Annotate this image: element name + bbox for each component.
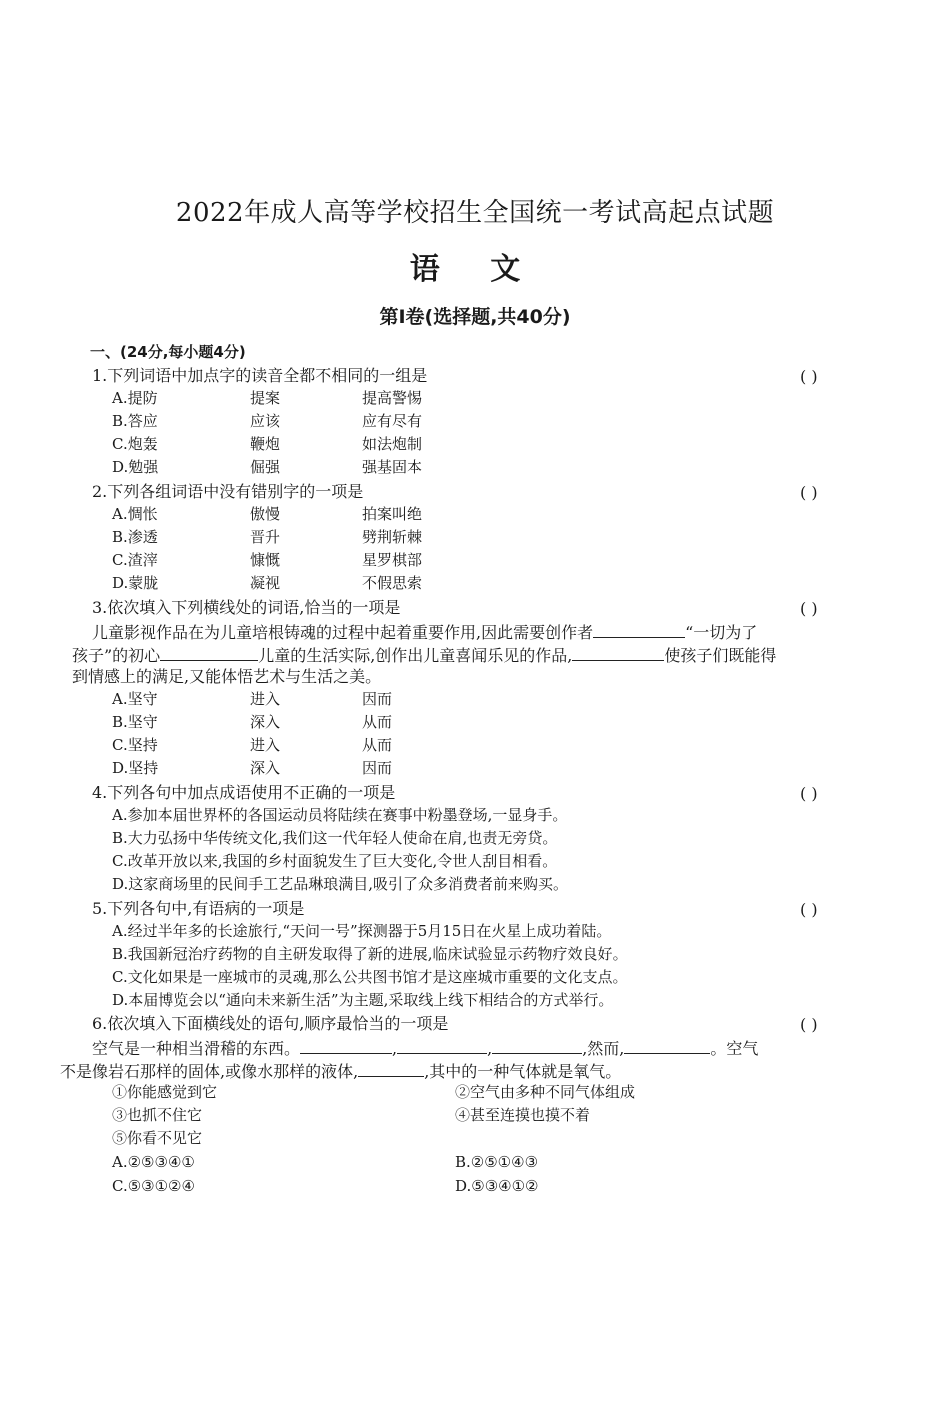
option-d-2: 倔强 bbox=[250, 458, 281, 476]
passage-line-1 bbox=[92, 623, 757, 641]
passage-text: “一切为了 bbox=[685, 623, 758, 642]
option-a-2: 提案 bbox=[250, 389, 281, 407]
fill-blank-2 bbox=[397, 1039, 487, 1054]
option-a-3: 拍案叫绝 bbox=[362, 505, 423, 523]
answer-bracket: ( ) bbox=[800, 367, 818, 386]
section-heading: 一、(24分,每小题4分) bbox=[90, 343, 246, 361]
option-c: C.⑤③①②④ bbox=[112, 1177, 195, 1195]
option-c: C.文化如果是一座城市的灵魂,那么公共图书馆才是这座城市重要的文化支点。 bbox=[112, 968, 628, 986]
option-b-2: 深入 bbox=[250, 713, 281, 731]
fill-blank-5 bbox=[358, 1062, 424, 1077]
option-b: B.大力弘扬中华传统文化,我们这一代年轻人使命在肩,也责无旁贷。 bbox=[112, 829, 558, 847]
passage-text: 不是像岩石那样的固体,或像水那样的液体, bbox=[60, 1062, 359, 1081]
option-b-2: 应该 bbox=[250, 412, 281, 430]
option-b-1: B.坚守 bbox=[112, 713, 158, 731]
question-stem: 4.下列各句中加点成语使用不正确的一项是 bbox=[92, 783, 396, 802]
passage-text: ,然而, bbox=[582, 1039, 625, 1058]
option-d-3: 强基固本 bbox=[362, 458, 423, 476]
answer-bracket: ( ) bbox=[800, 1015, 818, 1034]
sentence-item-4: ④甚至连摸也摸不着 bbox=[455, 1106, 591, 1124]
fill-blank-1 bbox=[300, 1039, 392, 1054]
passage-text: 儿童的生活实际,创作出儿童喜闻乐见的作品, bbox=[258, 646, 573, 665]
option-c-1: C.炮轰 bbox=[112, 435, 158, 453]
option-b-3: 从而 bbox=[362, 713, 393, 731]
option-c-1: C.坚持 bbox=[112, 736, 158, 754]
passage-text: 使孩子们既能得 bbox=[664, 646, 777, 665]
option-c-1: C.渣滓 bbox=[112, 551, 158, 569]
question-stem: 5.下列各句中,有语病的一项是 bbox=[92, 899, 305, 918]
question-stem: 3.依次填入下列横线处的词语,恰当的一项是 bbox=[92, 598, 401, 617]
option-d-1: D.勉强 bbox=[112, 458, 159, 476]
sentence-item-3: ③也抓不住它 bbox=[112, 1106, 203, 1124]
option-d-2: 凝视 bbox=[250, 574, 281, 592]
option-a-1: A.坚守 bbox=[112, 690, 158, 708]
fill-blank-2 bbox=[160, 646, 258, 661]
option-d: D.这家商场里的民间手工艺品琳琅满目,吸引了众多消费者前来购买。 bbox=[112, 875, 569, 893]
option-b-2: 晋升 bbox=[250, 528, 281, 546]
passage-line-1 bbox=[92, 1039, 758, 1057]
question-stem: 1.下列词语中加点字的读音全都不相同的一组是 bbox=[92, 366, 428, 385]
answer-bracket: ( ) bbox=[800, 599, 818, 618]
option-d-2: 深入 bbox=[250, 759, 281, 777]
passage-line-3: 到情感上的满足,又能体悟艺术与生活之美。 bbox=[72, 667, 382, 686]
option-d-3: 因而 bbox=[362, 759, 393, 777]
option-c-2: 慷慨 bbox=[250, 551, 281, 569]
fill-blank-3 bbox=[492, 1039, 582, 1054]
sentence-item-1: ①你能感觉到它 bbox=[112, 1083, 218, 1101]
option-d-3: 不假思索 bbox=[362, 574, 423, 592]
option-b: B.②⑤①④③ bbox=[455, 1153, 539, 1171]
question-stem: 2.下列各组词语中没有错别字的一项是 bbox=[92, 482, 364, 501]
option-c-3: 从而 bbox=[362, 736, 393, 754]
passage-text: 空气是一种相当滑稽的东西。 bbox=[92, 1039, 301, 1058]
subject-title: 语 文 bbox=[409, 252, 541, 287]
question-stem: 6.依次填入下面横线处的语句,顺序最恰当的一项是 bbox=[92, 1014, 449, 1033]
option-a-2: 进入 bbox=[250, 690, 281, 708]
option-b-1: B.答应 bbox=[112, 412, 158, 430]
passage-text: 。空气 bbox=[710, 1039, 759, 1058]
passage-line-2 bbox=[60, 1062, 621, 1080]
option-a: A.②⑤③④① bbox=[112, 1153, 195, 1171]
option-d-1: D.坚持 bbox=[112, 759, 159, 777]
option-d-1: D.蒙胧 bbox=[112, 574, 159, 592]
answer-bracket: ( ) bbox=[800, 784, 818, 803]
option-d: D.本届博览会以“通向未来新生活”为主题,采取线上线下相结合的方式举行。 bbox=[112, 991, 614, 1009]
option-a-3: 提高警惕 bbox=[362, 389, 423, 407]
fill-blank-4 bbox=[624, 1039, 710, 1054]
fill-blank-3 bbox=[572, 646, 664, 661]
passage-line-2 bbox=[72, 646, 776, 664]
option-b-3: 劈荆斩棘 bbox=[362, 528, 423, 546]
option-c-3: 如法炮制 bbox=[362, 435, 423, 453]
option-c-2: 鞭炮 bbox=[250, 435, 281, 453]
option-b-1: B.渗透 bbox=[112, 528, 158, 546]
option-a-1: A.惆怅 bbox=[112, 505, 158, 523]
option-a-3: 因而 bbox=[362, 690, 393, 708]
sentence-item-2: ②空气由多种不同气体组成 bbox=[455, 1083, 636, 1101]
passage-text: 儿童影视作品在为儿童培根铸魂的过程中起着重要作用,因此需要创作者 bbox=[92, 623, 594, 642]
option-a: A.经过半年多的长途旅行,“天问一号”探测器于5月15日在火星上成功着陆。 bbox=[112, 922, 612, 940]
option-a-1: A.提防 bbox=[112, 389, 158, 407]
exam-title: 2022年成人高等学校招生全国统一考试高起点试题 bbox=[175, 198, 775, 228]
option-b: B.我国新冠治疗药物的自主研发取得了新的进展,临床试验显示药物疗效良好。 bbox=[112, 945, 628, 963]
option-d: D.⑤③④①② bbox=[455, 1177, 539, 1195]
option-b-3: 应有尽有 bbox=[362, 412, 423, 430]
passage-text: 孩子”的初心 bbox=[72, 646, 161, 665]
volume-title: 第Ⅰ卷(选择题,共40分) bbox=[379, 306, 571, 328]
option-c-2: 进入 bbox=[250, 736, 281, 754]
sentence-item-5: ⑤你看不见它 bbox=[112, 1129, 203, 1147]
passage-text: , bbox=[392, 1039, 398, 1058]
option-a: A.参加本届世界杯的各国运动员将陆续在赛事中粉墨登场,一显身手。 bbox=[112, 806, 568, 824]
option-c: C.改革开放以来,我国的乡村面貌发生了巨大变化,令世人刮目相看。 bbox=[112, 852, 558, 870]
passage-text: , bbox=[487, 1039, 493, 1058]
option-a-2: 傲慢 bbox=[250, 505, 281, 523]
answer-bracket: ( ) bbox=[800, 900, 818, 919]
answer-bracket: ( ) bbox=[800, 483, 818, 502]
option-c-3: 星罗棋部 bbox=[362, 551, 423, 569]
passage-text: ,其中的一种气体就是氧气。 bbox=[424, 1062, 622, 1081]
fill-blank-1 bbox=[593, 623, 685, 638]
